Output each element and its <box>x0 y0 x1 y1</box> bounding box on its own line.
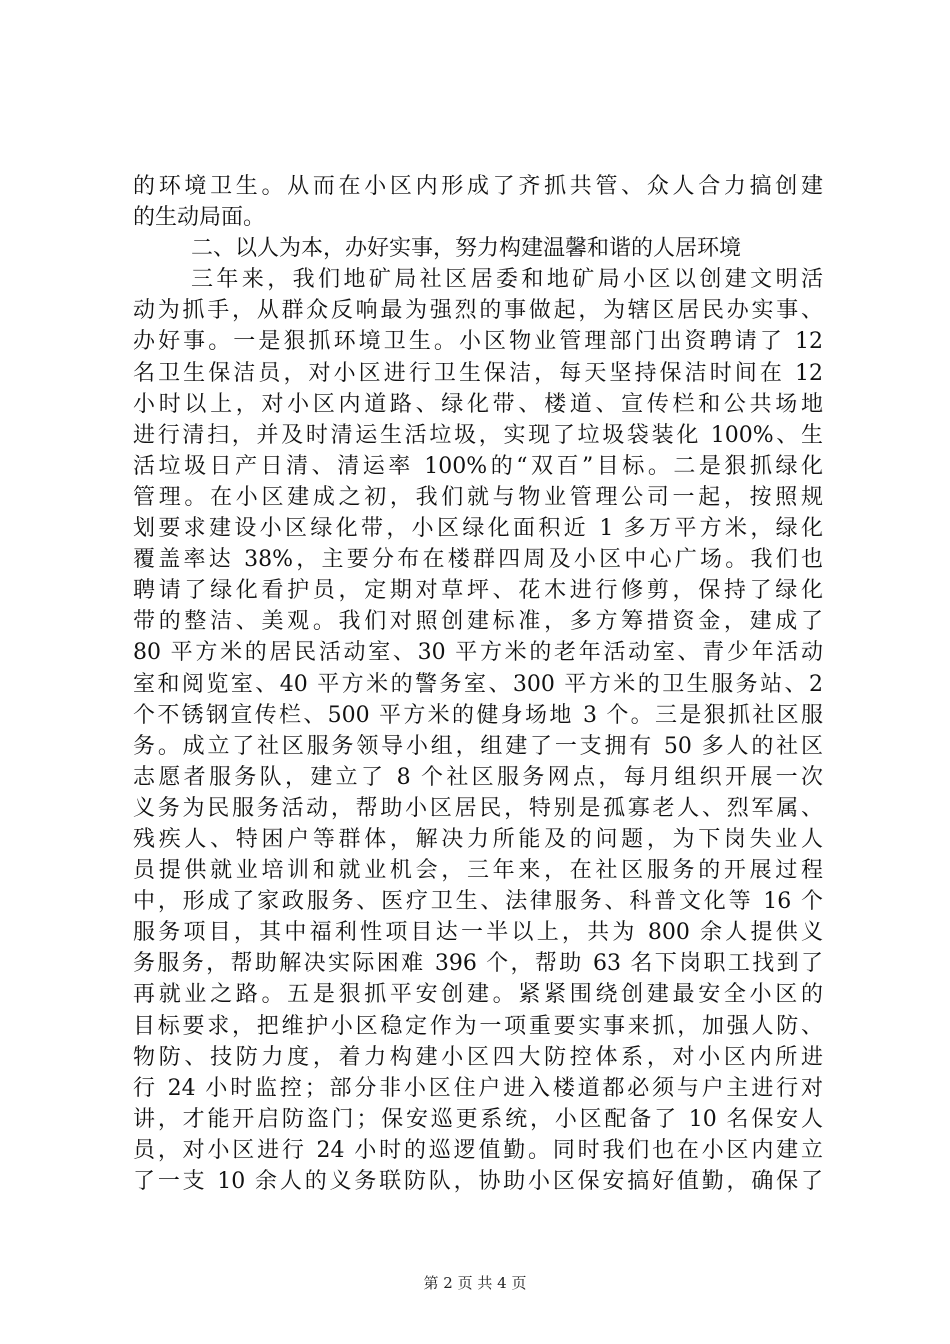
text-line: 办好事。一是狠抓环境卫生。小区物业管理部门出资聘请了 12 <box>133 329 823 355</box>
text-line: 务。成立了社区服务领导小组，组建了一支拥有 50 多人的社区 <box>133 733 823 759</box>
page-footer <box>0 1273 950 1293</box>
section-heading: 二、以人为本，办好实事，努力构建温馨和谐的人居环境 <box>191 236 742 262</box>
text-line: 务服务，帮助解决实际困难 396 个，帮助 63 名下岗职工找到了 <box>133 951 823 977</box>
text-line: 进行清扫，并及时清运生活垃圾，实现了垃圾袋装化 100%、生 <box>133 422 823 448</box>
text-line: 聘请了绿化看护员，定期对草坪、花木进行修剪，保持了绿化 <box>133 578 823 604</box>
text-line: 服务项目，其中福利性项目达一半以上，共为 800 余人提供义 <box>133 920 823 946</box>
document-body <box>133 171 823 1197</box>
text-line: 小时以上，对小区内道路、绿化带、楼道、宣传栏和公共场地 <box>133 391 823 417</box>
text-line: 管理。在小区建成之初，我们就与物业管理公司一起，按照规 <box>133 484 823 510</box>
text-line: 动为抓手，从群众反响最为强烈的事做起，为辖区居民办实事、 <box>133 298 823 324</box>
text-line: 80 平方米的居民活动室、30 平方米的老年活动室、青少年活动 <box>133 640 823 666</box>
text-line: 志愿者服务队，建立了 8 个社区服务网点，每月组织开展一次 <box>133 764 823 790</box>
text-line: 目标要求，把维护小区稳定作为一项重要实事来抓，加强人防、 <box>133 1013 823 1039</box>
text-line: 讲，才能开启防盗门；保安巡更系统，小区配备了 10 名保安人 <box>133 1106 823 1132</box>
text-line: 的环境卫生。从而在小区内形成了齐抓共管、众人合力搞创建 <box>133 174 823 199</box>
text-line: 物防、技防力度，着力构建小区四大防控体系，对小区内所进 <box>133 1044 823 1070</box>
text-line: 再就业之路。五是狠抓平安创建。紧紧围绕创建最安全小区的 <box>133 982 823 1008</box>
text-line: 三年来，我们地矿局社区居委和地矿局小区以创建文明活 <box>191 267 823 293</box>
text-line: 残疾人、特困户等群体，解决力所能及的问题，为下岗失业人 <box>133 826 823 852</box>
page-number-label: 第 2 页 共 4 页 <box>423 1274 527 1292</box>
text-line: 员提供就业培训和就业机会，三年来，在社区服务的开展过程 <box>133 858 823 884</box>
text-line: 义务为民服务活动，帮助小区居民，特别是孤寡老人、烈军属、 <box>133 795 823 821</box>
text-line: 的生动局面。 <box>133 205 266 231</box>
text-line: 中，形成了家政服务、医疗卫生、法律服务、科普文化等 16 个 <box>133 889 823 915</box>
text-line: 活垃圾日产日清、清运率 100%的“双百”目标。二是狠抓绿化 <box>133 453 823 479</box>
text-line: 带的整洁、美观。我们对照创建标准，多方筹措资金，建成了 <box>133 609 823 635</box>
text-line: 划要求建设小区绿化带，小区绿化面积近 1 多万平方米，绿化 <box>133 516 823 542</box>
text-line: 了一支 10 余人的义务联防队，协助小区保安搞好值勤，确保了 <box>133 1169 823 1194</box>
text-line: 覆盖率达 38%，主要分布在楼群四周及小区中心广场。我们也 <box>133 547 823 573</box>
text-line: 行 24 小时监控；部分非小区住户进入楼道都必须与户主进行对 <box>133 1075 823 1101</box>
text-line: 名卫生保洁员，对小区进行卫生保洁，每天坚持保洁时间在 12 <box>133 360 823 386</box>
text-line: 室和阅览室、40 平方米的警务室、300 平方米的卫生服务站、2 <box>133 671 823 697</box>
text-line: 员，对小区进行 24 小时的巡逻值勤。同时我们也在小区内建立 <box>133 1137 823 1163</box>
text-line: 个不锈钢宣传栏、500 平方米的健身场地 3 个。三是狠抓社区服 <box>133 702 823 728</box>
